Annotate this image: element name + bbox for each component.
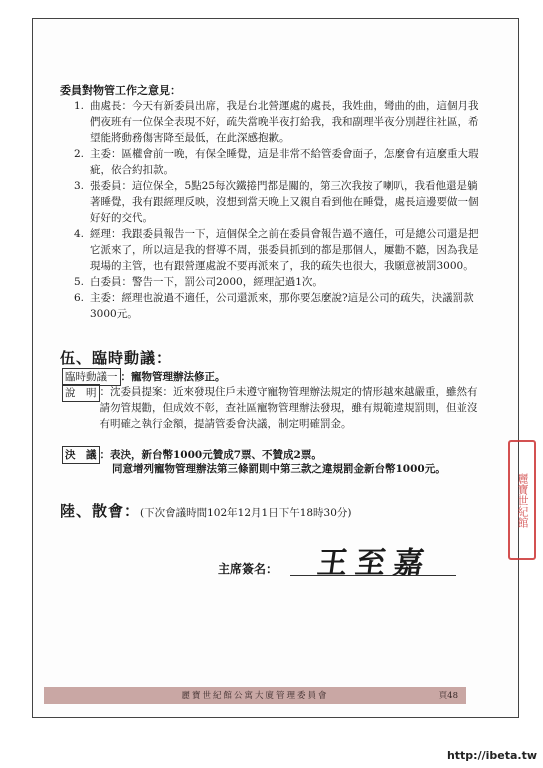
- sign-label: 主席簽名：: [218, 562, 279, 576]
- section6-title: 陸、散會：: [60, 502, 141, 520]
- list-item: 5. 白委員：警告一下，罰公司2000，經理記過1次。: [74, 276, 323, 288]
- section6: [60, 500, 352, 521]
- opinions-title: 委員對物管工作之意見：: [60, 84, 181, 97]
- resolution-text: ：表決，新台幣1000元贊成7票、不贊成2票。: [99, 449, 322, 461]
- section6-note: (下次會議時間102年12月1日下午18時30分): [140, 507, 352, 519]
- motion-text: ：寵物管理辦法修正。: [120, 371, 226, 383]
- explain-label: 說 明: [62, 384, 100, 402]
- explain-text: ：沈委員提案：近來發現住戶未遵守寵物管理辦法規定的情形越來越嚴重，雖然有請勿管規勸，但成效不彰，查社區寵物管理辦法發現，雖有規範違規罰則，但並沒有明確之執行金額，提請管委會決議，制定明確罰金。: [99, 386, 478, 430]
- opinions-list: [74, 98, 486, 322]
- list-item: 3. 張委員：這位保全，5點25每次鐵捲門都是關的，第三次我按了喇叭，我看他還是躺著睡覺，我有跟經理反映，沒想到當天晚上又親自看到他在睡覺，處長這邊要做一個好好的交代。: [74, 180, 479, 224]
- section5-title: 伍、臨時動議：: [60, 349, 173, 367]
- resolution-label: 決 議: [62, 446, 100, 464]
- resolution-detail: 同意增列寵物管理辦法第三條罰則中第三款之違規罰金新台幣1000元。: [112, 463, 446, 475]
- list-item: 2. 主委：區權會前一晚，有保全睡覺，這是非常不給管委會面子，怎麼會有這麼重大瑕疵，依合約扣款。: [74, 148, 479, 176]
- list-item: 4. 經理：我跟委員報告一下，這個保全之前在委員會報告過不適任，可是總公司還是把它派來了，所以這是我的督導不周，張委員抓到的都是那個人，屢勸不聽，因為我是現場的主管，也有跟營運處說不要再派來了，我的疏失也很大，我願意被罰3000。: [74, 228, 479, 272]
- footer-title: 麗寶世紀館公寓大廈管理委員會: [181, 691, 329, 701]
- motion-label: 臨時動議一: [62, 368, 121, 386]
- explain-row: [62, 384, 480, 432]
- list-item: 1. 曲處長：今天有新委員出席，我是台北營運處的處長，我姓曲，彎曲的曲，這個月我們夜班有一位保全表現不好，疏失當晚半夜打給我，我和副理半夜分別趕往社區，希望能將動務傷害降至最低，在此深感抱歉。: [74, 100, 479, 144]
- signature-line: [290, 575, 456, 576]
- watermark-url: http://ibeta.tw: [446, 749, 537, 762]
- seal-stamp: 麗寶世紀館: [508, 440, 536, 560]
- list-item: 6. 主委：經理也說過不適任，公司還派來，那你要怎麼說?這是公司的疏失，決議罰款3000元。: [74, 292, 474, 320]
- page-number: 頁48: [438, 691, 458, 701]
- chairman-signature: 王至嘉: [315, 546, 434, 581]
- footer-bar: [44, 687, 466, 704]
